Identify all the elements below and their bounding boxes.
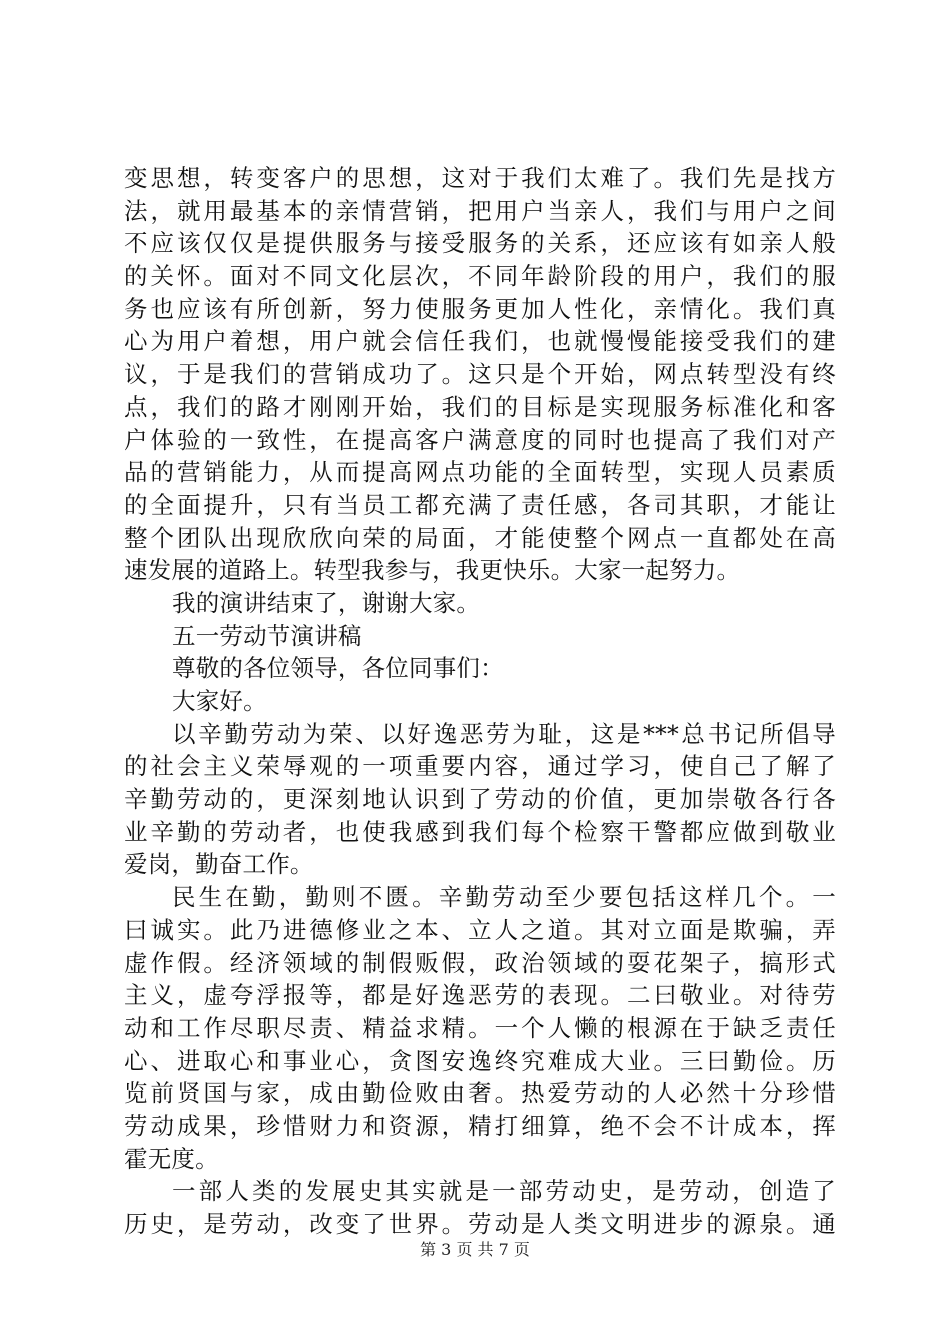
text-line: 整个团队出现欣欣向荣的局面，才能使整个网点一直都处在高 bbox=[124, 523, 836, 552]
text-line: 民生在勤，勤则不匮。辛勤劳动至少要包括这样几个。一 bbox=[172, 883, 836, 912]
text-line: 点，我们的路才刚刚开始，我们的目标是实现服务标准化和客 bbox=[124, 392, 836, 421]
text-line: 户体验的一致性，在提高客户满意度的同时也提高了我们对产 bbox=[124, 425, 836, 454]
text-line: 尊敬的各位领导，各位同事们： bbox=[172, 654, 504, 683]
text-line: 议，于是我们的营销成功了。这只是个开始，网点转型没有终 bbox=[124, 360, 836, 389]
text-line: 法，就用最基本的亲情营销，把用户当亲人，我们与用户之间 bbox=[124, 196, 836, 225]
text-line: 览前贤国与家，成由勤俭败由奢。热爱劳动的人必然十分珍惜 bbox=[124, 1079, 836, 1108]
text-line: 主义，虚夸浮报等，都是好逸恶劳的表现。二曰敬业。对待劳 bbox=[124, 981, 836, 1010]
text-line: 的社会主义荣辱观的一项重要内容，通过学习，使自己了解了 bbox=[124, 752, 836, 781]
text-line: 品的营销能力，从而提高网点功能的全面转型，实现人员素质 bbox=[124, 458, 836, 487]
page-footer: 第 3 页 共 7 页 bbox=[420, 1240, 530, 1259]
text-line: 霍无度。 bbox=[124, 1144, 219, 1173]
text-line: 一部人类的发展史其实就是一部劳动史，是劳动，创造了 bbox=[172, 1177, 836, 1206]
text-line: 爱岗，勤奋工作。 bbox=[124, 850, 314, 879]
text-line: 大家好。 bbox=[172, 687, 267, 715]
text-line: 我的演讲结束了，谢谢大家。 bbox=[172, 588, 481, 617]
text-line: 不应该仅仅是提供服务与接受服务的关系，还应该有如亲人般 bbox=[124, 229, 836, 258]
text-line: 心为用户着想，用户就会信任我们，也就慢慢能接受我们的建 bbox=[124, 327, 836, 356]
text-line: 劳动成果，珍惜财力和资源，精打细算，绝不会不计成本，挥 bbox=[124, 1111, 836, 1140]
text-line: 辛勤劳动的，更深刻地认识到了劳动的价值，更加崇敬各行各 bbox=[124, 785, 836, 814]
text-line: 动和工作尽职尽责、精益求精。一个人懒的根源在于缺乏责任 bbox=[124, 1013, 836, 1042]
text-line: 五一劳动节演讲稿 bbox=[172, 621, 362, 650]
body-text bbox=[124, 162, 836, 1241]
text-line: 的全面提升，只有当员工都充满了责任感，各司其职，才能让 bbox=[124, 490, 836, 519]
text-line: 变思想，转变客户的思想，这对于我们太难了。我们先是找方 bbox=[124, 164, 836, 192]
text-line: 心、进取心和事业心，贪图安逸终究难成大业。三曰勤俭。历 bbox=[124, 1046, 836, 1075]
text-line: 虚作假。经济领域的制假贩假，政治领域的耍花架子，搞形式 bbox=[124, 948, 836, 977]
text-line: 历史，是劳动，改变了世界。劳动是人类文明进步的源泉。通 bbox=[124, 1210, 836, 1238]
text-line: 曰诚实。此乃进德修业之本、立人之道。其对立面是欺骗，弄 bbox=[124, 915, 836, 944]
text-line: 务也应该有所创新，努力使服务更加人性化，亲情化。我们真 bbox=[124, 294, 836, 323]
text-line: 以辛勤劳动为荣、以好逸恶劳为耻，这是***总书记所倡导 bbox=[172, 719, 836, 748]
text-line: 速发展的道路上。转型我参与，我更快乐。大家一起努力。 bbox=[124, 556, 741, 585]
text-line: 业辛勤的劳动者，也使我感到我们每个检察干警都应做到敬业 bbox=[124, 817, 836, 846]
text-line: 的关怀。面对不同文化层次，不同年龄阶段的用户，我们的服 bbox=[124, 262, 836, 291]
